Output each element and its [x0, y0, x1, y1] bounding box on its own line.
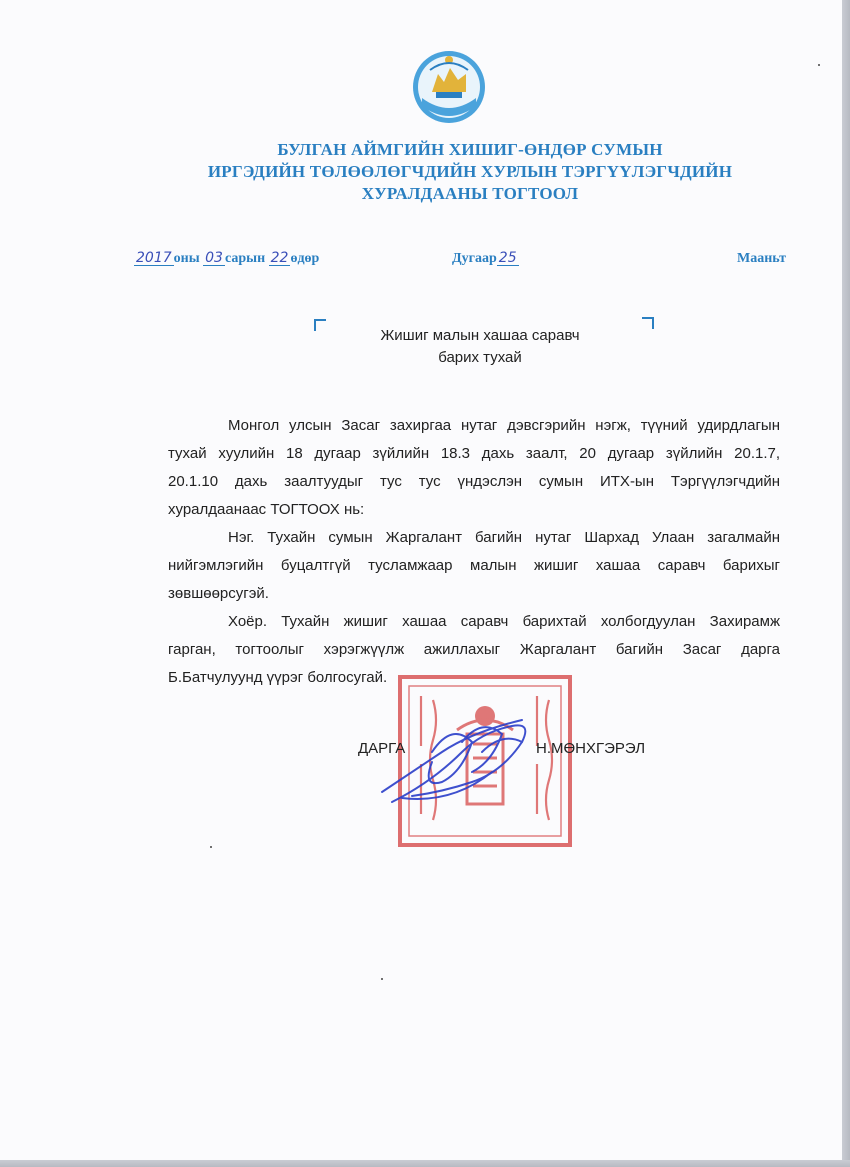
subject-line-1: Жишиг малын хашаа саравч: [380, 327, 580, 344]
header-line-1: БУЛГАН АЙМГИЙН ХИШИГ-ӨНДӨР СУМЫН: [277, 140, 663, 159]
document-number: [452, 251, 519, 267]
body-line: тухай хуулийн 18 дугаар зүйлийн 18.3 дахь заалт, 20 дугаар зүйлийн 20.1.7,: [168, 445, 780, 462]
number-label: Дугаар: [452, 251, 497, 266]
body-line: Б.Батчулуунд үүрэг болгосугай.: [168, 669, 388, 686]
body-line: нийгэмлэгийн буцалтгүй тусламжаар малын жишиг хашаа саравч барихыг: [168, 557, 780, 574]
header-line-3: ХУРАЛДААНЫ ТОГТООЛ: [361, 184, 579, 203]
signatory-name: Н.МӨНХГЭРЭЛ: [536, 740, 646, 757]
body-line: Хоёр. Тухайн жишиг хашаа саравч барихтай холбогдуулан Захирамж: [228, 613, 780, 630]
year-suffix: оны: [173, 251, 200, 266]
body-line: 20.1.10 дахь заалтуудыг тус тус үндэслэн сумын ИТХ-ын Тэргүүлэгчдийн: [168, 473, 780, 490]
body-line: гарган, тогтоолыг хэрэгжүүлж ажиллахыг Жаргалант багийн Засаг дарга: [168, 641, 780, 658]
handwritten-signature: [372, 712, 552, 812]
scan-speck: [818, 64, 820, 66]
place-name: Мааньт: [737, 251, 787, 266]
scan-edge-right: [842, 0, 850, 1167]
scan-edge-bottom: [0, 1160, 850, 1167]
body-line: Монгол улсын Засаг захиргаа нутаг дэвсгэрийн нэгж, түүний удирдлагын: [228, 417, 780, 434]
body-line: зөвшөөрсугэй.: [168, 585, 269, 602]
header-line-2: ИРГЭДИЙН ТӨЛӨӨЛӨГЧДИЙН ХУРЛЫН ТЭРГҮҮЛЭГЧДИЙН: [207, 162, 733, 181]
body-line: хуралдаанаас ТОГТООХ нь:: [168, 501, 365, 518]
scan-speck: [381, 978, 383, 980]
subject-line-2: барих тухай: [438, 349, 522, 366]
year-handwritten: 2017: [136, 250, 172, 266]
scan-speck: [210, 846, 212, 848]
number-handwritten: 25: [498, 250, 517, 266]
day-suffix: өдөр: [290, 251, 320, 266]
date-line: [134, 251, 319, 267]
subject-corner-right: [642, 317, 654, 329]
body-line: Нэг. Тухайн сумын Жаргалант багийн нутаг Шархад Улаан загалмайн: [228, 529, 780, 546]
month-handwritten: 03: [205, 250, 223, 266]
month-suffix: сарын: [224, 251, 266, 266]
day-handwritten: 22: [270, 250, 289, 266]
state-emblem-icon: [408, 48, 490, 126]
signature-title: ДАРГА: [358, 740, 406, 757]
